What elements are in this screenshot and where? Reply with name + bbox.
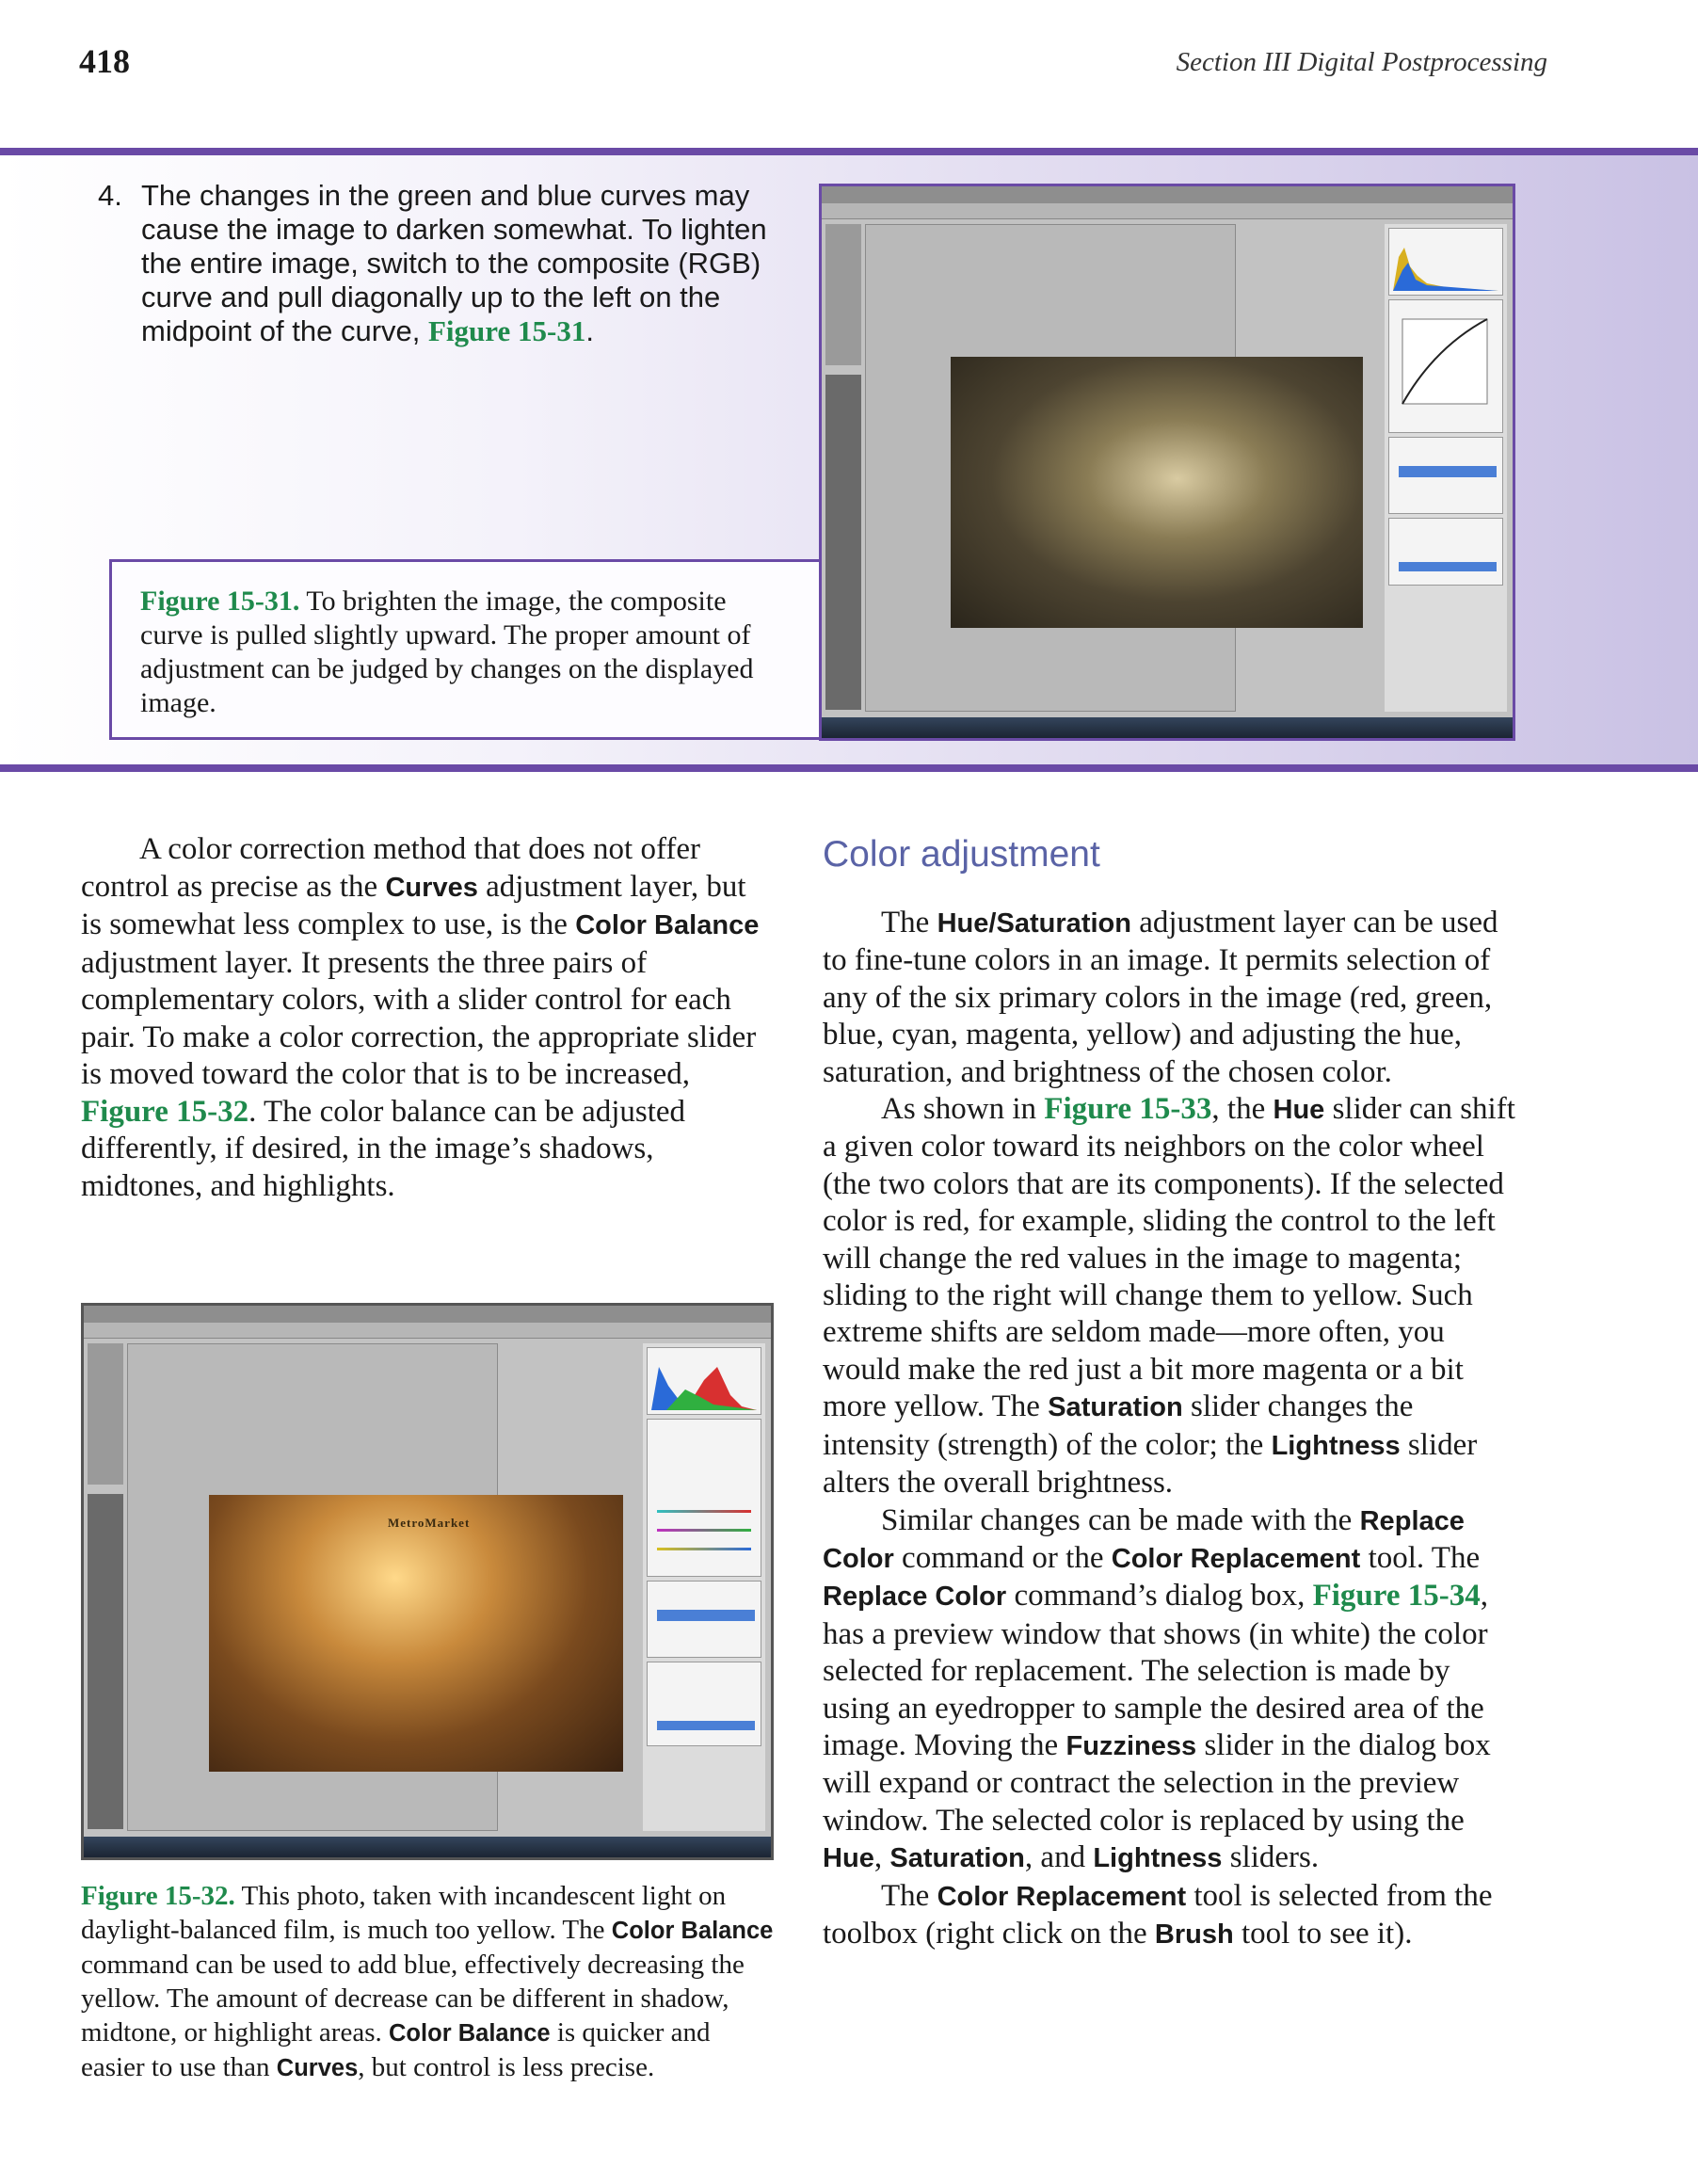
options-bar: [84, 1323, 771, 1339]
curves-panel: [1388, 299, 1503, 433]
canvas: [865, 224, 1236, 712]
panels: [643, 1343, 765, 1831]
toolbox: [825, 224, 861, 365]
caption-text: To brighten the image, the composite curve is pulled slightly upward. The proper amount of adjustment can be judged by changes on the displayed image.: [140, 586, 754, 718]
body-paragraph: Similar changes can be made with the Replace Color command or the Color Replacement tool. The Replace Color command’s dialog box, Figure 15-34, has a preview window that shows (in white) the color selected for replacement. The selection is made by using an eyedropper to sample the desired area of the image. Moving the Fuzziness slider in the dialog box will expand or contract the selection in the preview window. The selected color is replaced by using the Hue, Saturation, and Lightness sliders.: [823, 1502, 1491, 1875]
figure-15-31-caption: [109, 559, 819, 740]
layers-panel: [647, 1581, 761, 1658]
photoshop-window-screenshot: [81, 1303, 774, 1860]
step-number: 4.: [98, 179, 122, 212]
histogram-panel: [647, 1347, 761, 1415]
subway-photo: [951, 357, 1363, 628]
figure-label: Figure 15-32.: [81, 1881, 235, 1911]
history-panel: [647, 1662, 761, 1746]
options-bar: [822, 203, 1513, 219]
left-column: [81, 831, 774, 1205]
running-head: Section III Digital Postprocessing: [1176, 47, 1547, 77]
body-paragraph: The Color Replacement tool is selected from the toolbox (right click on the Brush tool to see it).: [823, 1878, 1493, 1951]
history-panel: [1388, 518, 1503, 586]
layers-panel: [1388, 437, 1503, 514]
photo-sign: MetroMarket: [388, 1516, 471, 1530]
band-bottom-rule: [0, 764, 1698, 772]
body-paragraph: A color correction method that does not offer control as precise as the Curves adjustment layer, but is somewhat less complex to use, is the Color Balance adjustment layer. It presents the three pairs of complementary colors, with a slider control for each pair. To make a color correction, the appropriate slider is moved toward the color that is to be increased, Figure 15-32. The color balance can be adjusted differently, if desired, in the image’s shadows, midtones, and highlights.: [81, 832, 760, 1203]
figure-ref[interactable]: Figure 15-31: [428, 314, 586, 347]
canvas: [127, 1343, 498, 1831]
color-balance-panel: [647, 1419, 761, 1577]
taskbar: [822, 717, 1513, 738]
histogram-icon: [648, 1348, 761, 1414]
right-column: [823, 905, 1519, 1953]
figure-ref[interactable]: Figure 15-32: [81, 1094, 249, 1129]
panels: [1385, 224, 1507, 712]
section-heading: Color adjustment: [823, 834, 1100, 875]
body-paragraph: As shown in Figure 15-33, the Hue slider can shift a given color toward its neighbors on the color wheel (the two colors that are its components). If the selected color is red, for example, sliding the control to the left will change the red values in the image to magenta; sliding to the right will change them to yellow. Such extreme shifts are seldom made—more often, you would make the red just a bit more magenta or a bit more yellow. The Saturation slider changes the intensity (strength) of the color; the Lightness slider alters the overall brightness.: [823, 1092, 1515, 1501]
toolbox: [88, 1343, 123, 1485]
body-paragraph: The Hue/Saturation adjustment layer can be used to fine-tune colors in an image. It permits selection of any of the six primary colors in the image (red, green, blue, cyan, magenta, yellow) and adjusting the hue, saturation, and brightness of the chosen color.: [823, 906, 1498, 1089]
figure-label: Figure 15-31.: [140, 586, 300, 617]
figure-15-32-caption: Figure 15-32. This photo, taken with incandescent light on daylight-balanced film, is much too yellow. The Color Balance command can be used to add blue, effectively decreasing the yellow. The amount of decrease can be different in shadow, midtone, or highlight areas. Color Balance is quicker and easier to use than Curves, but control is less precise.: [81, 1881, 774, 2082]
taskbar: [84, 1837, 771, 1857]
menu-bar: [822, 186, 1513, 204]
photoshop-window-screenshot: [819, 184, 1515, 741]
page-number: 418: [79, 42, 130, 80]
figure-ref[interactable]: Figure 15-34: [1312, 1579, 1481, 1614]
curves-graph-icon: [1389, 300, 1502, 432]
histogram-icon: [1389, 229, 1502, 295]
step-4: 4. The changes in the green and blue curves may cause the image to darken somewhat. To lighten the entire image, switch to the composite (RGB) curve and pull diagonally up to the left on the midpoint of the curve, Figure 15-31.: [98, 179, 767, 347]
histogram-panel: [1388, 228, 1503, 296]
band-top-rule: [0, 148, 1698, 155]
step-text: The changes in the green and blue curves may cause the image to darken somewhat. To lighten the entire image, switch to the composite (RGB) curve and pull diagonally up to the left on the midpoint of the curve,: [141, 179, 767, 347]
figure-ref[interactable]: Figure 15-33: [1044, 1092, 1212, 1127]
market-photo: [209, 1495, 623, 1772]
menu-bar: [84, 1306, 771, 1324]
